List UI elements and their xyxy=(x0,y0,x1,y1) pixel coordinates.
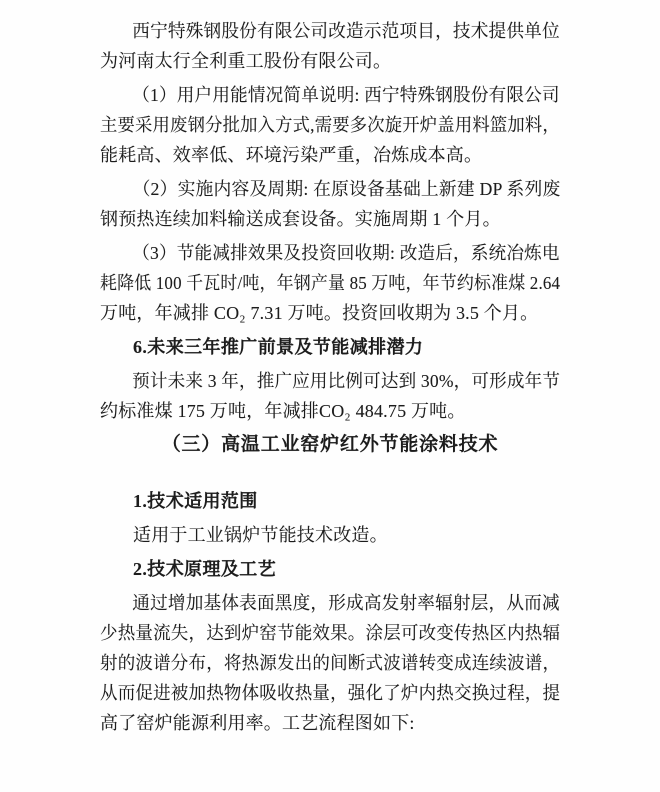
section-heading-3-infrared-coating xyxy=(100,430,560,460)
heading-2-principle-process xyxy=(100,554,560,584)
document-page xyxy=(100,16,560,738)
heading-text: 6.未来三年推广前景及节能减排潜力 xyxy=(133,337,424,357)
text-line: 约标准煤 175 万吨，年减排CO₂ 484.75 万吨。 xyxy=(100,401,466,421)
text-line: 从而促进被加热物体吸收热量，强化了炉内热交换过程，提 xyxy=(100,683,561,703)
paragraph-item-2-implementation xyxy=(100,174,560,234)
paragraph-forecast xyxy=(100,366,560,426)
text-line: 预计未来 3 年，推广应用比例可达到 30%，可形成年节 xyxy=(132,371,561,391)
text-line: 钢预热连续加料输送成套设备。实施周期 1 个月。 xyxy=(100,209,501,229)
text-line: 为河南太行全利重工股份有限公司。 xyxy=(100,51,392,71)
text-line: 万吨，年减排 CO₂ 7.31 万吨。投资回收期为 3.5 个月。 xyxy=(100,303,539,323)
heading-6-future-outlook xyxy=(100,332,560,362)
paragraph-item-1-user-energy xyxy=(100,80,560,170)
text-line: 少热量流失，达到炉窑节能效果。涂层可改变传热区内热辐 xyxy=(100,623,561,643)
text-line: 通过增加基体表面黑度，形成高发射率辐射层，从而减 xyxy=(132,593,560,613)
text-line: 射的波谱分布，将热源发出的间断式波谱转变成连续波谱， xyxy=(100,653,561,673)
text-line: 能耗高、效率低、环境污染严重，冶炼成本高。 xyxy=(100,145,483,165)
paragraph-project-intro xyxy=(100,16,560,76)
text-line: （2）实施内容及周期: 在原设备基础上新建 DP 系列废 xyxy=(132,179,561,199)
paragraph-scope xyxy=(100,520,560,550)
text-line: （3）节能减排效果及投资回收期: 改造后，系统冶炼电 xyxy=(132,243,560,263)
heading-text: 1.技术适用范围 xyxy=(133,491,258,511)
text-line: 耗降低 100 千瓦时/吨，年钢产量 85 万吨，年节约标准煤 2.64 xyxy=(100,273,561,293)
text-line: 适用于工业锅炉节能技术改造。 xyxy=(133,525,388,545)
text-line: 主要采用废钢分批加入方式,需要多次旋开炉盖用料篮加料， xyxy=(100,115,560,135)
paragraph-principle xyxy=(100,588,560,738)
paragraph-item-3-savings-payback xyxy=(100,238,560,328)
heading-1-applicable-scope xyxy=(100,486,560,516)
text-line: （1）用户用能情况简单说明: 西宁特殊钢股份有限公司 xyxy=(132,85,560,105)
text-line: 高了窑炉能源利用率。工艺流程图如下: xyxy=(100,713,415,733)
text-line: 西宁特殊钢股份有限公司改造示范项目，技术提供单位 xyxy=(132,21,560,41)
heading-text: 2.技术原理及工艺 xyxy=(133,559,277,579)
section-heading-text: （三）高温工业窑炉红外节能涂料技术 xyxy=(161,434,499,455)
